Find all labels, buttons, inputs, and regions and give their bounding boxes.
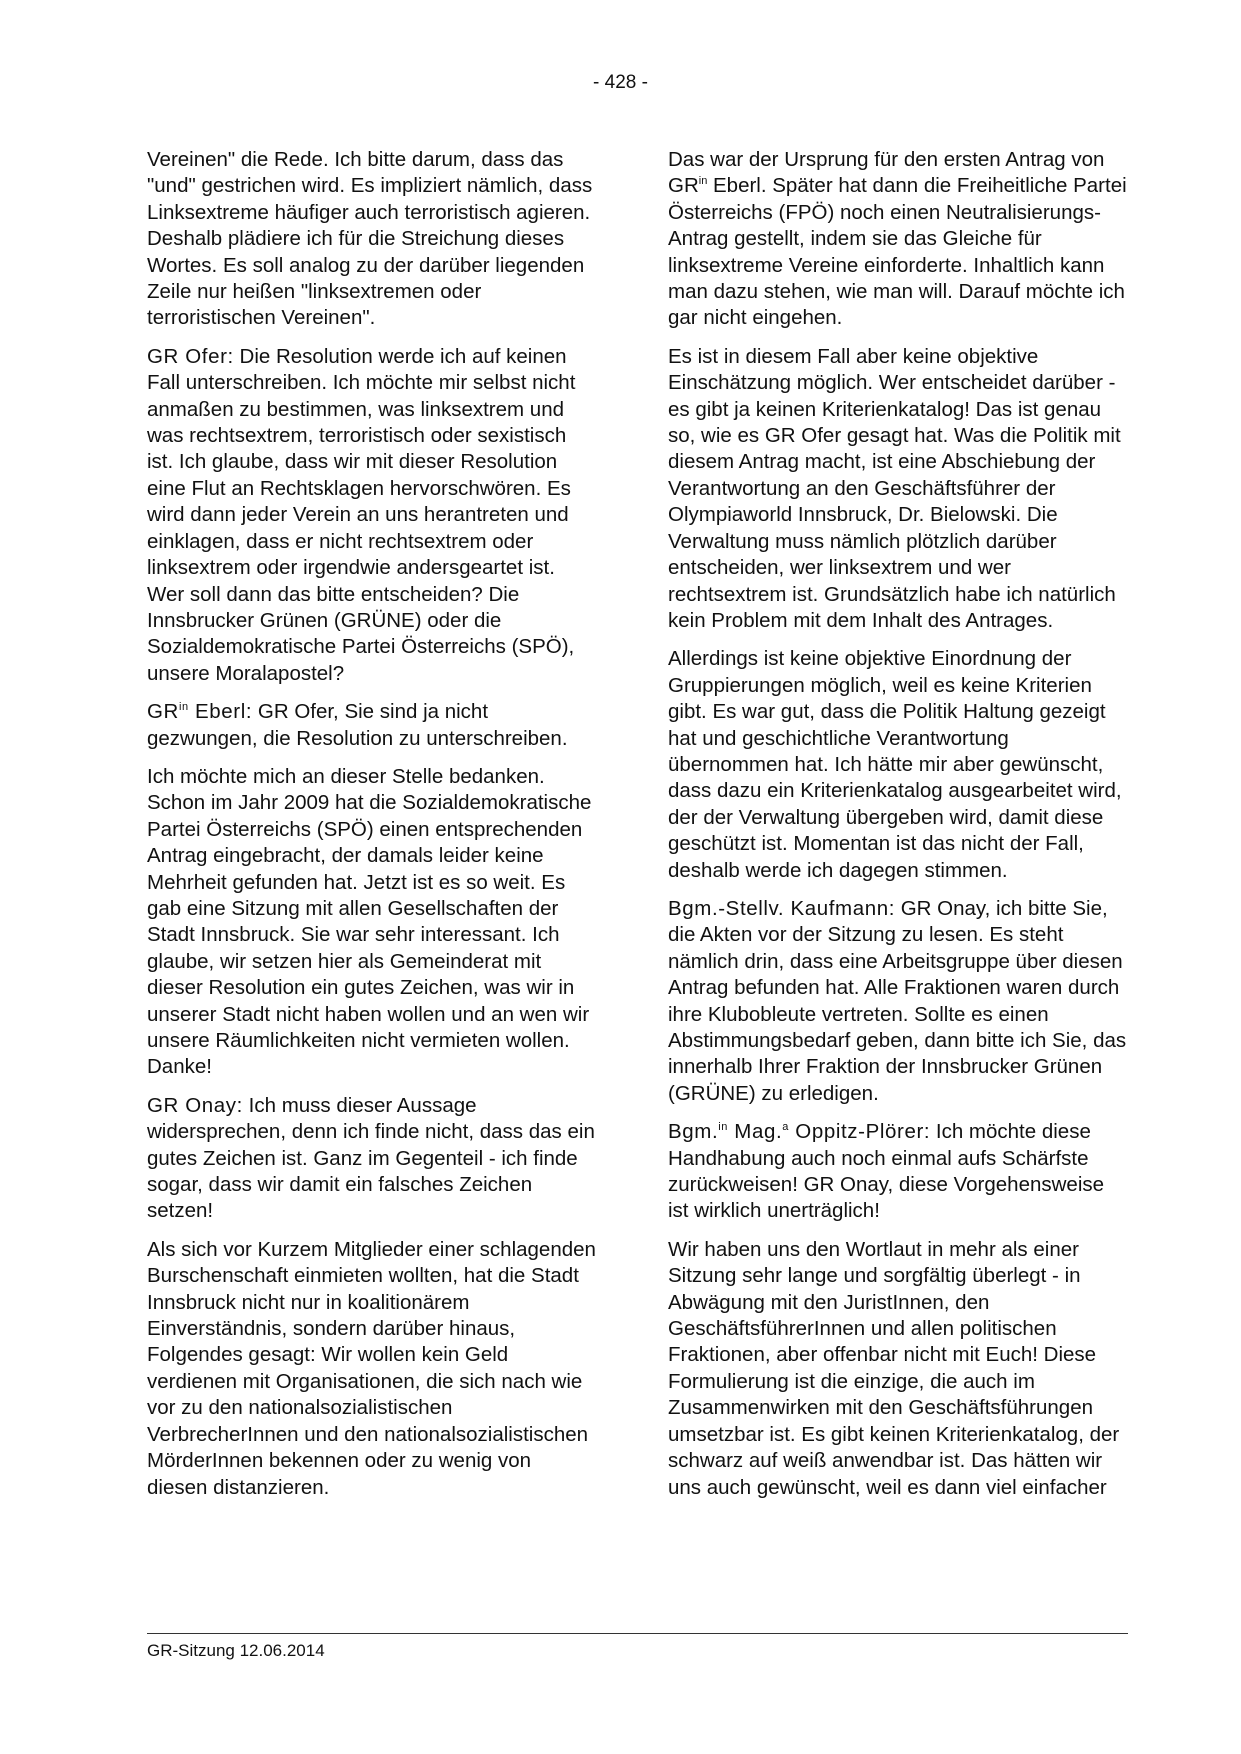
speaker-name: $GR^{in}$ Eberl:: [147, 700, 253, 724]
speaker-name: Bgm.-Stellv. Kaufmann:: [668, 896, 896, 920]
paragraph: GR Ofer: Die Resolution werde ich auf keinen Fall unterschreiben. Ich möchte mir selbst nicht anmaßen zu bestimmen, was linksextrem und was rechtsextrem, terroristisch oder sexistisch ist. Ich glaube, dass wir mit dieser Resolution eine Flut an Rechtsklagen hervorschwören. Es wird dann jeder Verein an uns herantreten und einklagen, dass er nicht rechtsextrem oder linksextrem oder irgendwie andersgeartet ist. Wer soll dann das bitte entscheiden? Die Innsbrucker Grünen (GRÜNE) oder die Sozialdemokratische Partei Österreichs (SPÖ), unsere Moralapostel?: [147, 344, 576, 685]
paragraph: GR Onay: Ich muss dieser Aussage widersprechen, denn ich finde nicht, dass das ein gutes Zeichen ist. Ganz im Gegenteil - ich finde sogar, dass wir damit ein falsches Zeichen setzen!: [147, 1093, 595, 1223]
paragraph: Das war der Ursprung für den ersten Antrag von $GR^{in}$ Eberl. Später hat dann die Freiheitliche Partei Österreichs (FPÖ) noch einen Neutralisierungs-Antrag gestellt, indem sie das Gleiche für linksextreme Vereine einforderte. Inhaltlich kann man dazu stehen, wie man will. Darauf möchte ich gar nicht eingehen.: [668, 148, 1127, 330]
paragraph: Bgm.$^{in}$ Mag.$^a$ Oppitz-Plörer: Ich möchte diese Handhabung auch noch einmal aufs Schärfste zurückweisen! GR Onay, diese Vorgehensweise ist wirklich unerträglich!: [668, 1120, 1105, 1223]
speaker-name: GR Onay:: [147, 1093, 243, 1117]
footer-text: GR-Sitzung 12.06.2014: [147, 1641, 325, 1660]
paragraph: Wir haben uns den Wortlaut in mehr als einer Sitzung sehr lange und sorgfältig überlegt - in Abwägung mit den JuristInnen, den GeschäftsführerInnen und allen politischen Fraktionen, aber offenbar nicht mit Euch! Diese Formulierung ist die einzige, die auch im Zusammenwirken mit den Geschäftsführungen umsetzbar ist. Es gibt keinen Kriterienkatalog, der schwarz auf weiß anwendbar ist. Das hätten wir uns auch gewünscht, weil es dann viel einfacher: [668, 1237, 1120, 1499]
paragraph: Vereinen" die Rede. Ich bitte darum, dass das "und" gestrichen wird. Es impliziert nämlich, dass Linksextreme häufiger auch terroristisch agieren. Deshalb plädiere ich für die Streichung dieses Wortes. Es soll analog zu der darüber liegenden Zeile nur heißen "linksextremen oder terroristischen Vereinen".: [147, 148, 593, 330]
paragraph: Allerdings ist keine objektive Einordnung der Gruppierungen möglich, weil es keine Kriterien gibt. Es war gut, dass die Politik Haltung gezeigt hat und geschichtliche Verantwortung übernommen hat. Ich hätte mir aber gewünscht, dass dazu ein Kriterienkatalog ausgearbeitet wird, der der Verwaltung übergeben wird, damit diese geschützt ist. Momentan ist das nicht der Fall, deshalb werde ich dagegen stimmen.: [668, 647, 1122, 882]
speaker-name: GR Ofer:: [147, 344, 234, 368]
right-column: [668, 147, 1128, 1513]
paragraph: Als sich vor Kurzem Mitglieder einer schlagenden Burschenschaft einmieten wollten, hat die Stadt Innsbruck nicht nur in koalitionärem Einverständnis, sondern darüber hinaus, Folgendes gesagt: Wir wollen kein Geld verdienen mit Organisationen, die sich nach wie vor zu den nationalsozialistischen VerbrecherInnen und den nationalsozialistischen MörderInnen bekennen oder zu wenig von diesen distanzieren.: [147, 1237, 596, 1499]
footer-divider: [147, 1633, 1128, 1634]
left-column: [147, 147, 597, 1513]
paragraph: $GR^{in}$ Eberl: GR Ofer, Sie sind ja nicht gezwungen, die Resolution zu unterschreiben.: [147, 700, 568, 750]
page-number: - 428 -: [593, 72, 648, 93]
paragraph: Es ist in diesem Fall aber keine objektive Einschätzung möglich. Wer entscheidet darüber - es gibt ja keinen Kriterienkatalog! Das ist genau so, wie es GR Ofer gesagt hat. Was die Politik mit diesem Antrag macht, ist eine Abschiebung der Verantwortung an den Geschäftsführer der Olympiaworld Innsbruck, Dr. Bielowski. Die Verwaltung muss nämlich plötzlich darüber entscheiden, wer linksextrem und wer rechtsextrem ist. Grundsätzlich habe ich natürlich kein Problem mit dem Inhalt des Antrages.: [668, 344, 1121, 632]
paragraph: Bgm.-Stellv. Kaufmann: GR Onay, ich bitte Sie, die Akten vor der Sitzung zu lesen. Es steht nämlich drin, dass eine Arbeitsgruppe über diesen Antrag befunden hat. Alle Fraktionen waren durch ihre Klubobleute vertreten. Sollte es einen Abstimmungsbedarf geben, dann bitte ich Sie, das innerhalb Ihrer Fraktion der Innsbrucker Grünen (GRÜNE) zu erledigen.: [668, 896, 1127, 1105]
paragraph: Ich möchte mich an dieser Stelle bedanken. Schon im Jahr 2009 hat die Sozialdemokratische Partei Österreichs (SPÖ) einen entsprechenden Antrag eingebracht, der damals leider keine Mehrheit gefunden hat. Jetzt ist es so weit. Es gab eine Sitzung mit allen Gesellschaften der Stadt Innsbruck. Sie war sehr interessant. Ich glaube, wir setzen hier als Gemeinderat mit dieser Resolution ein gutes Zeichen, was wir in unserer Stadt nicht haben wollen und an wen wir unsere Räumlichkeiten nicht vermieten wollen. Danke!: [147, 764, 592, 1079]
speaker-name: Bgm.$^{in}$ Mag.$^a$ Oppitz-Plörer:: [668, 1120, 931, 1144]
